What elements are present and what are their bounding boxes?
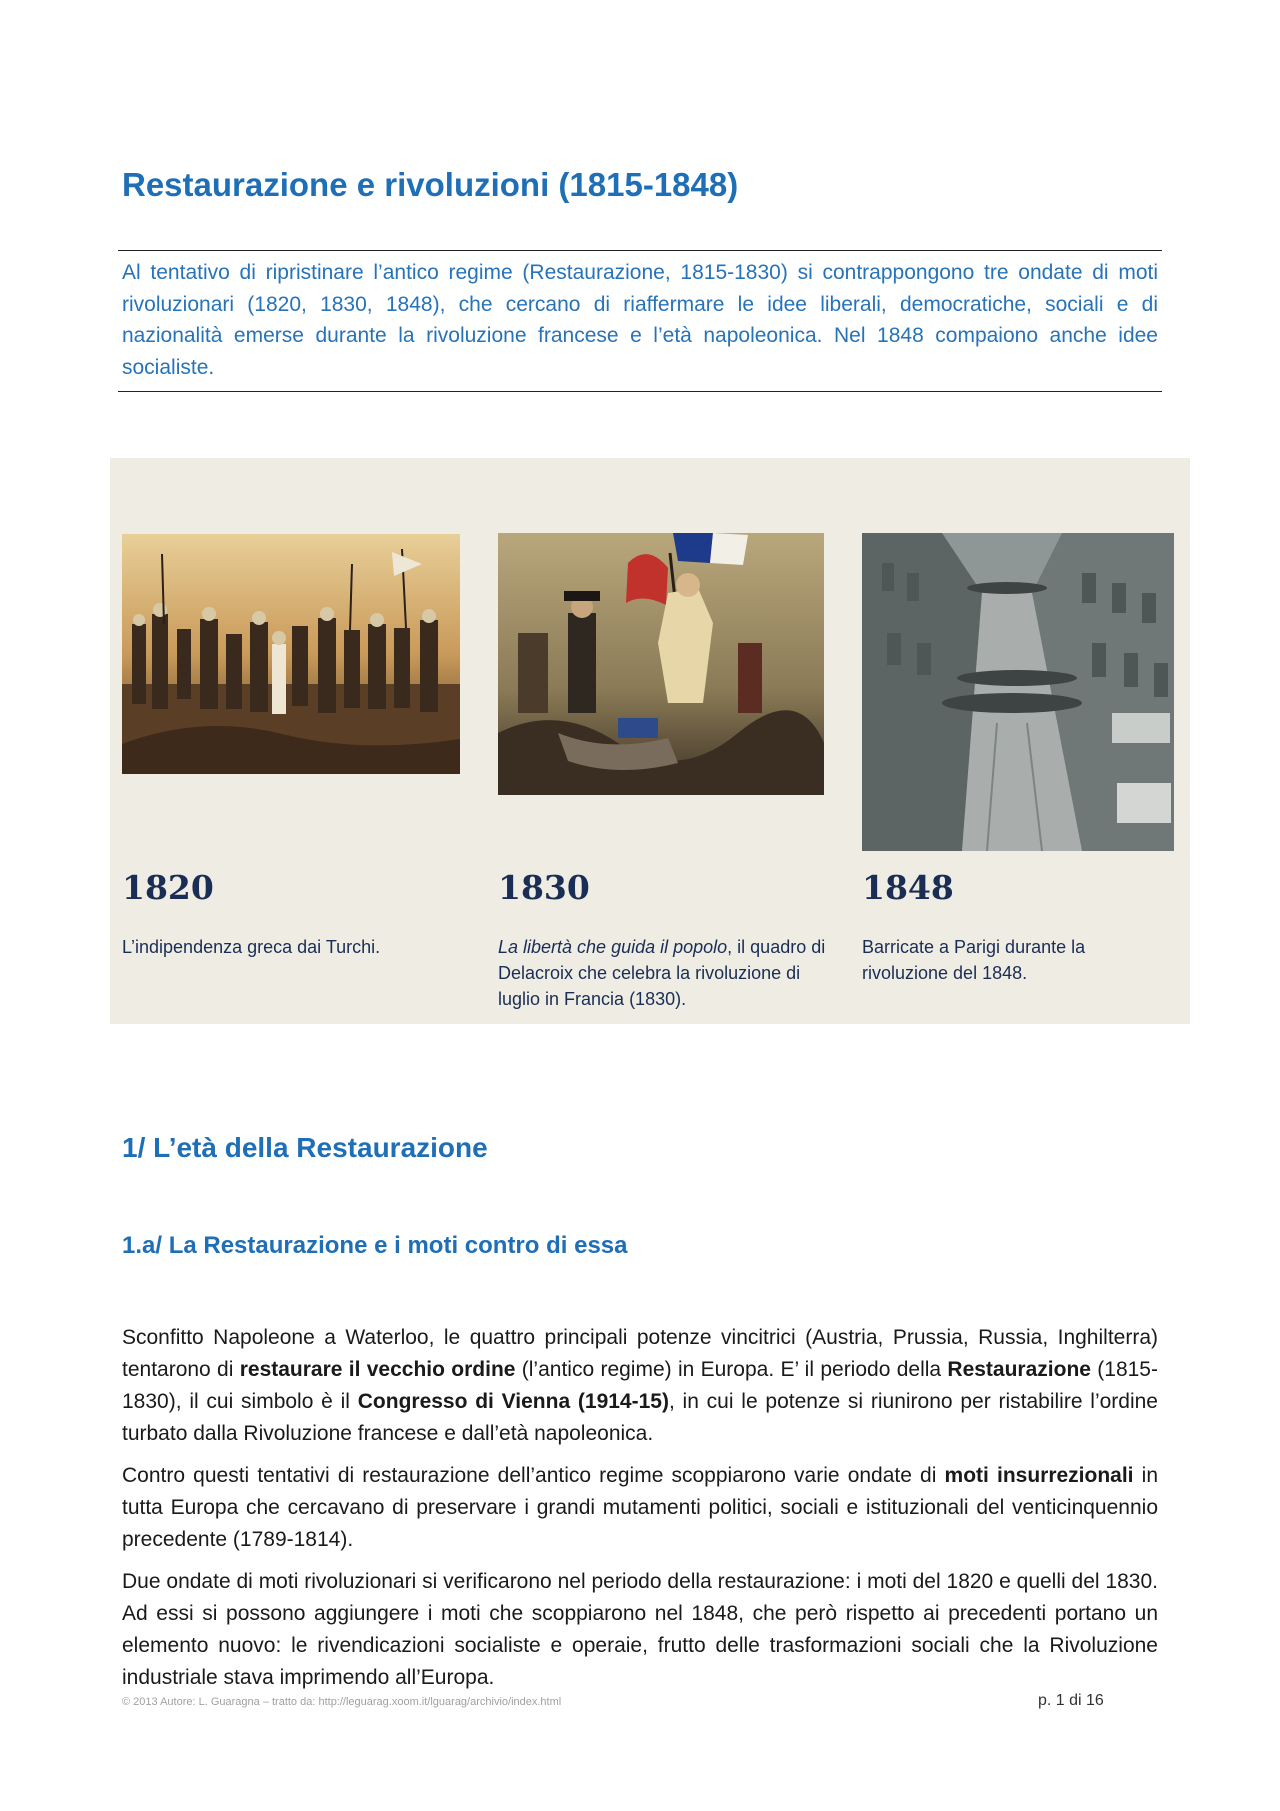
image-gallery bbox=[110, 458, 1190, 1024]
year-1848: 1848 bbox=[862, 868, 954, 907]
caption-1820: L’indipendenza greca dai Turchi. bbox=[122, 937, 381, 957]
paragraph-1-bold-2: Restaurazione bbox=[947, 1358, 1091, 1381]
gallery-image-1820 bbox=[122, 534, 460, 774]
body-text bbox=[122, 1322, 1158, 1704]
year-1830: 1830 bbox=[498, 868, 590, 907]
abstract-box bbox=[118, 250, 1162, 392]
gallery-image-1848 bbox=[862, 533, 1174, 851]
caption-1830-text: , il quadro di Delacroix che celebra la rivoluzione di luglio in Francia (1830). bbox=[498, 937, 826, 1009]
gallery-image-1830 bbox=[498, 533, 824, 795]
paragraph-1 bbox=[122, 1322, 1158, 1450]
paragraph-2-bold-1: moti insurrezionali bbox=[944, 1464, 1134, 1487]
paragraph-1-text: Sconfitto Napoleone a Waterloo, le quattro principali potenze vincitrici (Austria, Prussia, Russia, Inghilterra) tentarono di bbox=[122, 1326, 1158, 1381]
paragraph-2-text: Contro questi tentativi di restaurazione dell’antico regime scoppiarono varie ondate di bbox=[122, 1464, 945, 1487]
photo-paris-barricades-icon bbox=[862, 533, 1174, 851]
caption-1830-title: La libertà che guida il popolo bbox=[498, 937, 728, 957]
paragraph-2-text-2: in tutta Europa che cercavano di preservare i grandi mutamenti politici, sociali e istituzionali del venticinquennio precedente (1789-1814). bbox=[122, 1464, 1159, 1551]
page-title: Restaurazione e rivoluzioni (1815-1848) bbox=[122, 166, 739, 203]
paragraph-3: Due ondate di moti rivoluzionari si verificarono nel periodo della restaurazione: i moti del 1820 e quelli del 1830. Ad essi si possono aggiungere i moti che scoppiarono nel 1848, che però rispetto ai precedenti portano un elemento nuovo: le rivendicazioni socialiste e operaie, frutto delle trasformazioni sociali che la Rivoluzione industriale stava imprimendo all’Europa. bbox=[122, 1570, 1158, 1689]
paragraph-2 bbox=[122, 1460, 1158, 1556]
painting-liberty-leading-the-people-icon bbox=[498, 533, 824, 795]
paragraph-1-bold-1: restaurare il vecchio ordine bbox=[239, 1358, 516, 1381]
caption-1848: Barricate a Parigi durante la rivoluzione del 1848. bbox=[862, 937, 1086, 983]
paragraph-1-bold-3: Congresso di Vienna (1914-15) bbox=[357, 1390, 669, 1413]
abstract-text: Al tentativo di ripristinare l’antico regime (Restaurazione, 1815-1830) si contrappongono tre ondate di moti rivoluzionari (1820, 1830, 1848), che cercano di riaffermare le idee liberali, democratiche, sociali e di nazionalità emerse durante la rivoluzione francese e l’età napoleonica. Nel 1848 compaiono anche idee socialiste. bbox=[122, 261, 1158, 379]
painting-greek-independence-icon bbox=[122, 534, 460, 774]
paragraph-1-text-3: (1815-1830), il cui simbolo è il bbox=[122, 1358, 1158, 1413]
section-heading-1a: 1.a/ La Restaurazione e i moti contro di essa bbox=[122, 1232, 628, 1259]
footer-credit: © 2013 Autore: L. Guaragna – tratto da: http://leguarag.xoom.it/lguarag/archivio/index.html bbox=[122, 1696, 562, 1708]
paragraph-1-text-2: (l’antico regime) in Europa. E’ il periodo della bbox=[515, 1358, 948, 1381]
caption-1830 bbox=[498, 934, 838, 1012]
page-number: p. 1 di 16 bbox=[1038, 1692, 1104, 1709]
year-1820: 1820 bbox=[122, 868, 214, 907]
paragraph-1-text-4: , in cui le potenze si riunirono per ristabilire l’ordine turbato dalla Rivoluzione francese e dall’età napoleonica. bbox=[122, 1390, 1158, 1445]
section-heading-1: 1/ L’età della Restaurazione bbox=[122, 1132, 488, 1163]
